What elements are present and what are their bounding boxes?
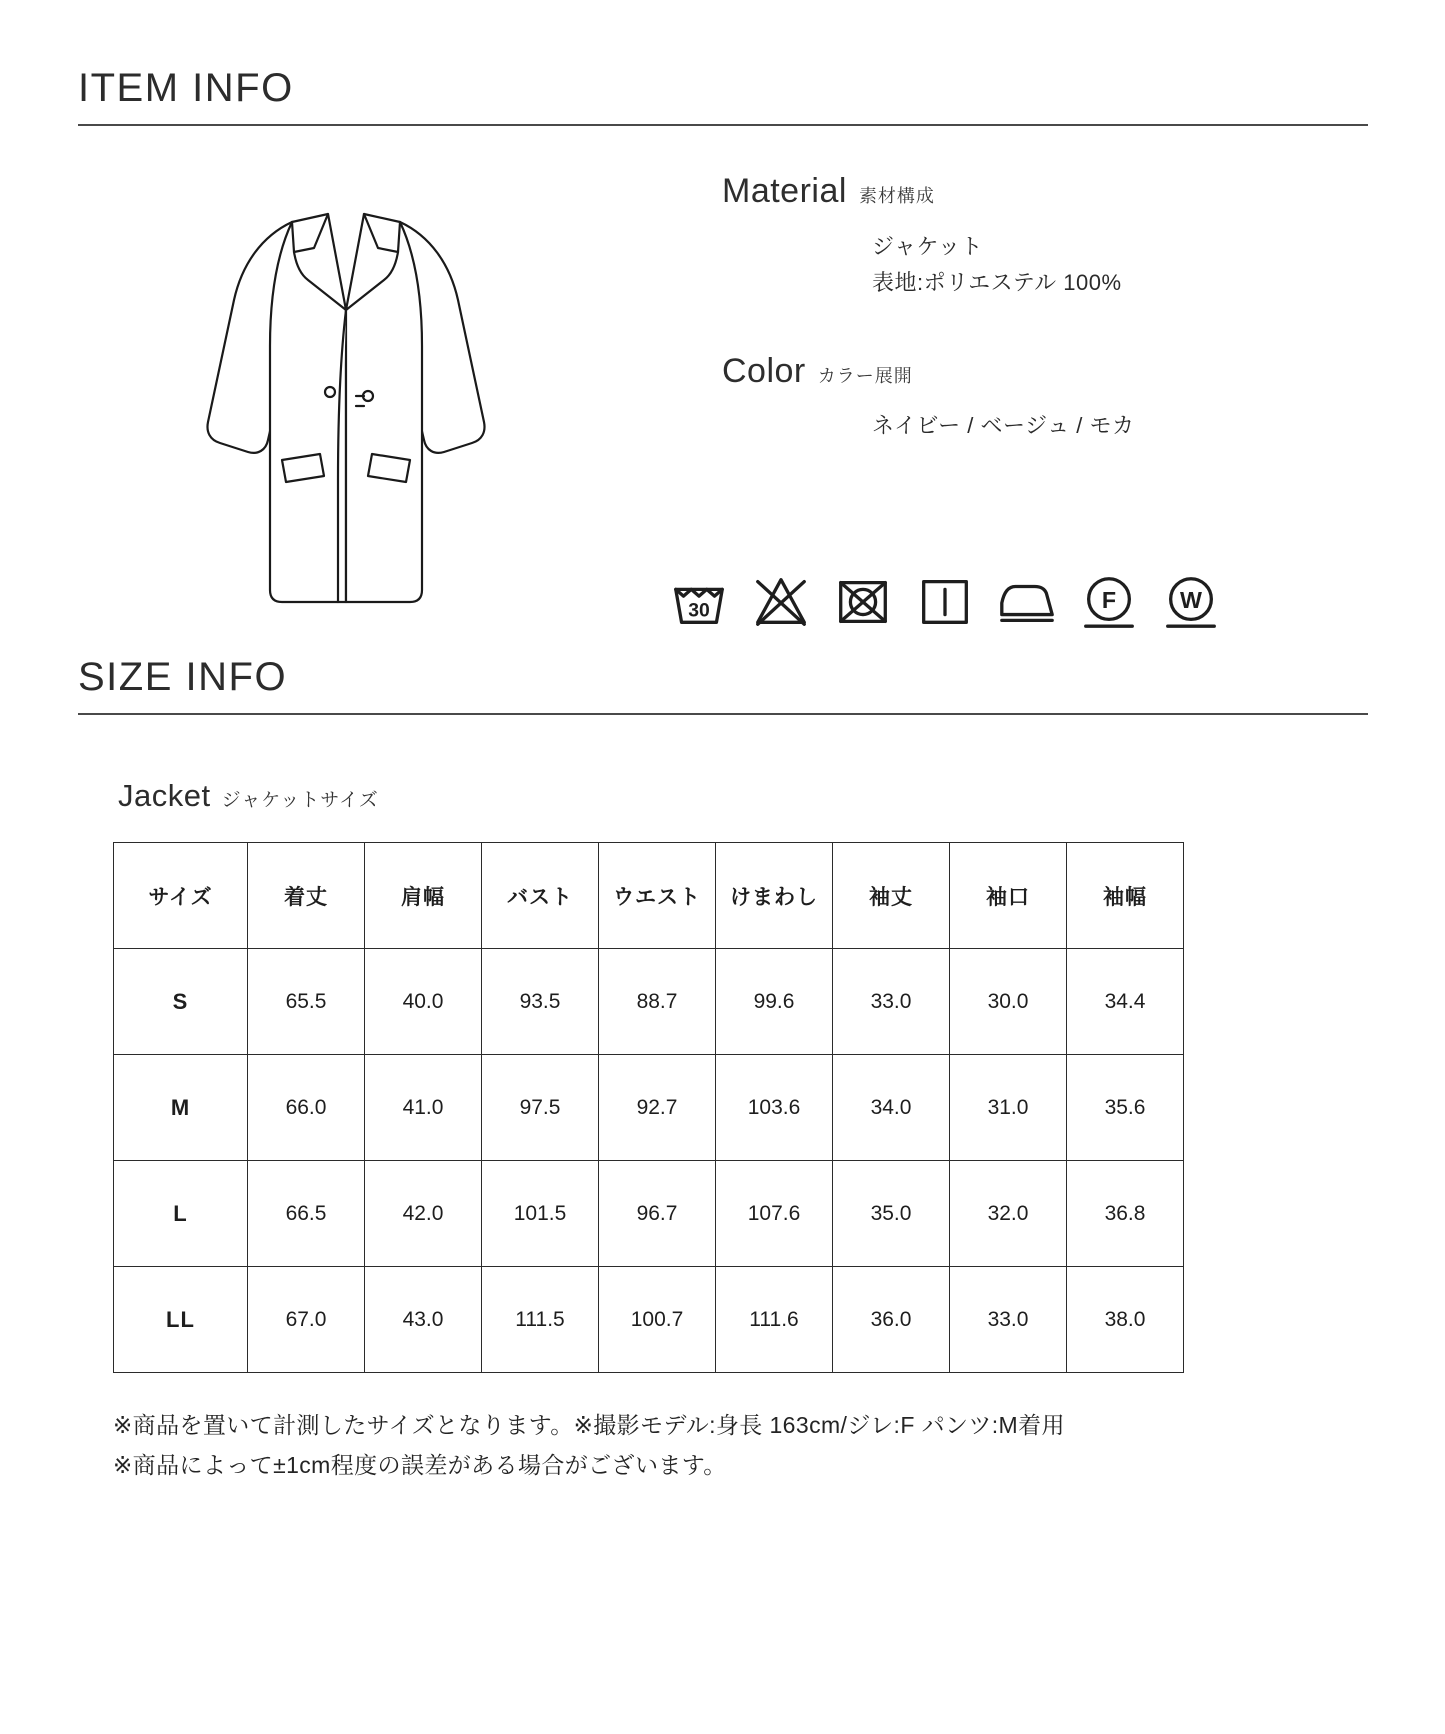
dry-clean-f-icon (1078, 570, 1140, 632)
size-value-cell: 40.0 (365, 949, 482, 1055)
table-header-cell: 袖丈 (833, 843, 950, 949)
size-value-cell: 65.5 (248, 949, 365, 1055)
item-info-title: ITEM INFO (78, 66, 294, 110)
size-value-cell: 67.0 (248, 1267, 365, 1373)
size-value-cell: 93.5 (482, 949, 599, 1055)
line-dry-shade-icon (914, 570, 976, 632)
size-value-cell: 101.5 (482, 1161, 599, 1267)
table-row (114, 1267, 1184, 1373)
size-value-cell: 96.7 (599, 1161, 716, 1267)
size-label-cell: S (114, 949, 248, 1055)
table-header-cell: けまわし (716, 843, 833, 949)
size-value-cell: 43.0 (365, 1267, 482, 1373)
table-row (114, 1161, 1184, 1267)
no-tumble-dry-icon (832, 570, 894, 632)
size-value-cell: 41.0 (365, 1055, 482, 1161)
size-value-cell: 111.5 (482, 1267, 599, 1373)
table-header-cell: ウエスト (599, 843, 716, 949)
table-row (114, 1055, 1184, 1161)
size-value-cell: 88.7 (599, 949, 716, 1055)
no-bleach-icon (750, 570, 812, 632)
material-heading-en: Material (722, 172, 847, 210)
size-table-title-en: Jacket (118, 778, 211, 813)
size-value-cell: 32.0 (950, 1161, 1067, 1267)
material-line-garment: ジャケット (872, 234, 983, 259)
size-info-divider (78, 713, 1368, 715)
size-notes (113, 1406, 1353, 1485)
wash-30-icon (668, 570, 730, 632)
size-value-cell: 66.0 (248, 1055, 365, 1161)
size-value-cell: 107.6 (716, 1161, 833, 1267)
size-info-title: SIZE INFO (78, 655, 288, 699)
size-value-cell: 92.7 (599, 1055, 716, 1161)
table-header-cell: バスト (482, 843, 599, 949)
size-value-cell: 34.0 (833, 1055, 950, 1161)
size-table-title-jp: ジャケットサイズ (221, 790, 379, 811)
iron-low-icon (996, 570, 1058, 632)
table-header-row (114, 843, 1184, 949)
size-value-cell: 103.6 (716, 1055, 833, 1161)
table-header-cell: 袖幅 (1067, 843, 1184, 949)
material-heading-jp: 素材構成 (858, 186, 935, 206)
material-line-fabric: 表地:ポリエステル 100% (872, 269, 1122, 295)
size-value-cell: 36.8 (1067, 1161, 1184, 1267)
size-note-line: ※商品を置いて計測したサイズとなります。※撮影モデル:身長 163cm/ジレ:F パンツ:M着用 (113, 1412, 1065, 1438)
size-value-cell: 42.0 (365, 1161, 482, 1267)
wash-temperature-label: 30 (688, 599, 710, 622)
size-label-cell: L (114, 1161, 248, 1267)
size-value-cell: 36.0 (833, 1267, 950, 1373)
material-color-block (700, 172, 1220, 440)
size-value-cell: 97.5 (482, 1055, 599, 1161)
size-value-cell: 34.4 (1067, 949, 1184, 1055)
table-header-cell: 袖口 (950, 843, 1067, 949)
wet-clean-w-icon (1160, 570, 1222, 632)
table-header-cell: 着丈 (248, 843, 365, 949)
size-value-cell: 111.6 (716, 1267, 833, 1373)
size-value-cell: 38.0 (1067, 1267, 1184, 1373)
color-values: ネイビー / ベージュ / モカ (872, 413, 1135, 439)
jacket-illustration (196, 160, 496, 640)
material-lines (700, 229, 1220, 300)
size-value-cell: 30.0 (950, 949, 1067, 1055)
item-info-divider (78, 124, 1368, 126)
size-value-cell: 35.6 (1067, 1055, 1184, 1161)
size-value-cell: 31.0 (950, 1055, 1067, 1161)
jacket-size-table (113, 842, 1184, 1373)
size-label-cell: LL (114, 1267, 248, 1373)
size-info-section-header (78, 657, 1368, 715)
size-note-line: ※商品によって±1cm程度の誤差がある場合がございます。 (113, 1451, 727, 1478)
size-value-cell: 33.0 (950, 1267, 1067, 1373)
color-heading-row (700, 352, 1220, 391)
color-group (700, 352, 1220, 440)
color-heading-jp: カラー展開 (817, 366, 913, 387)
table-header-cell: サイズ (114, 843, 248, 949)
size-table-title (118, 778, 379, 814)
size-value-cell: 33.0 (833, 949, 950, 1055)
table-row (114, 949, 1184, 1055)
size-value-cell: 66.5 (248, 1161, 365, 1267)
size-label-cell: M (114, 1055, 248, 1161)
table-header-cell: 肩幅 (365, 843, 482, 949)
item-info-section-header (78, 68, 1368, 126)
material-heading-row (700, 172, 1220, 211)
size-value-cell: 99.6 (716, 949, 833, 1055)
size-value-cell: 100.7 (599, 1267, 716, 1373)
color-heading-en: Color (722, 352, 806, 391)
wet-clean-letter-label: W (1180, 586, 1202, 613)
dry-clean-letter-label: F (1101, 586, 1117, 613)
care-symbols-row (668, 570, 1222, 632)
size-value-cell: 35.0 (833, 1161, 950, 1267)
